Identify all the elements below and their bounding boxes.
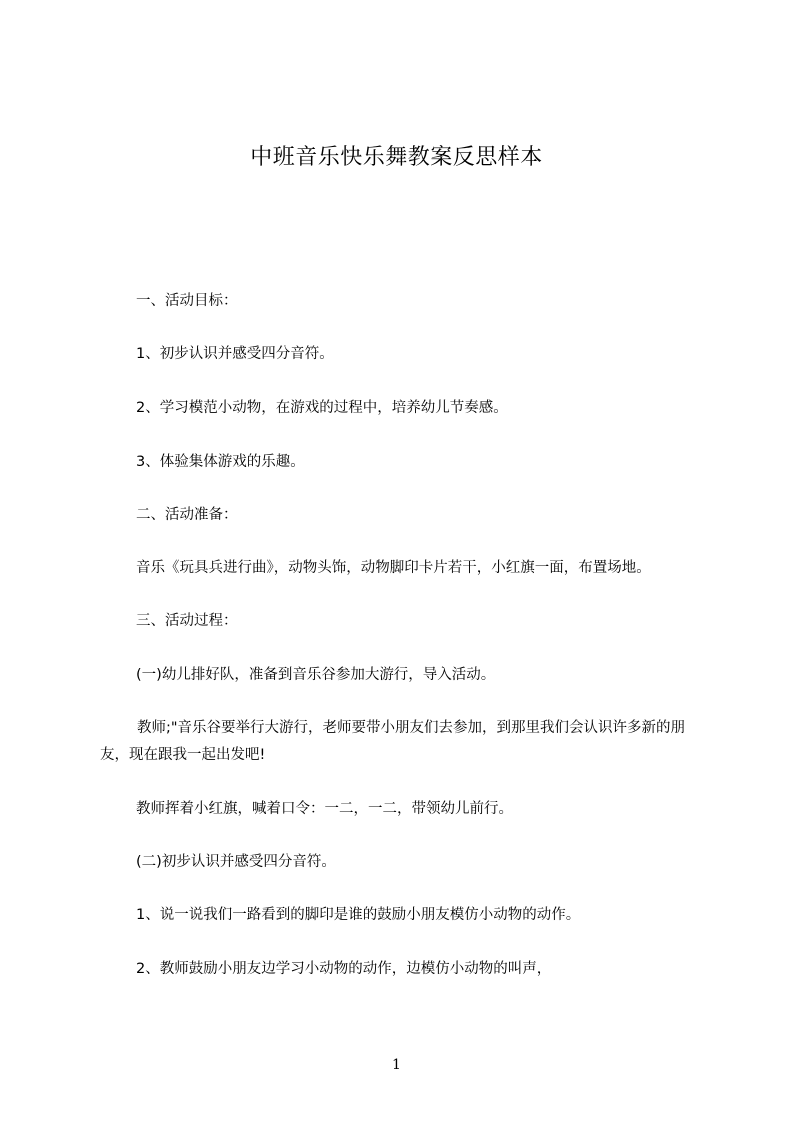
page-number: 1 (392, 1057, 401, 1073)
teacher-speech-paragraph: 教师;"音乐谷要举行大游行，老师要带小朋友们去参加，到那里我们会认识许多新的朋友，现在跟我一起出发吧! (100, 720, 686, 763)
teacher-action-text: 教师挥着小红旗，喊着口令：一二，一二，带领幼儿前行。 (136, 801, 513, 817)
goal-item-3: 3、体验集体游戏的乐趣。 (136, 454, 305, 470)
section-heading-goals: 一、活动目标： (136, 293, 238, 309)
process-substep-2: 2、教师鼓励小朋友边学习小动物的动作，边模仿小动物的叫声， (136, 961, 552, 977)
section-heading-process: 三、活动过程： (136, 613, 238, 629)
goal-item-2: 2、学习模范小动物，在游戏的过程中，培养幼儿节奏感。 (136, 400, 508, 416)
process-step-2: (二)初步认识并感受四分音符。 (136, 854, 336, 870)
process-step-1: (一)幼儿排好队，准备到音乐谷参加大游行，导入活动。 (136, 667, 496, 683)
document-title: 中班音乐快乐舞教案反思样本 (250, 145, 543, 170)
process-substep-1: 1、说一说我们一路看到的脚印是谁的鼓励小朋友模仿小动物的动作。 (136, 907, 581, 923)
goal-item-1: 1、初步认识并感受四分音符。 (136, 346, 334, 362)
preparation-text: 音乐《玩具兵进行曲》，动物头饰，动物脚印卡片若干，小红旗一面，布置场地。 (136, 560, 651, 576)
section-heading-preparation: 二、活动准备： (136, 507, 238, 523)
